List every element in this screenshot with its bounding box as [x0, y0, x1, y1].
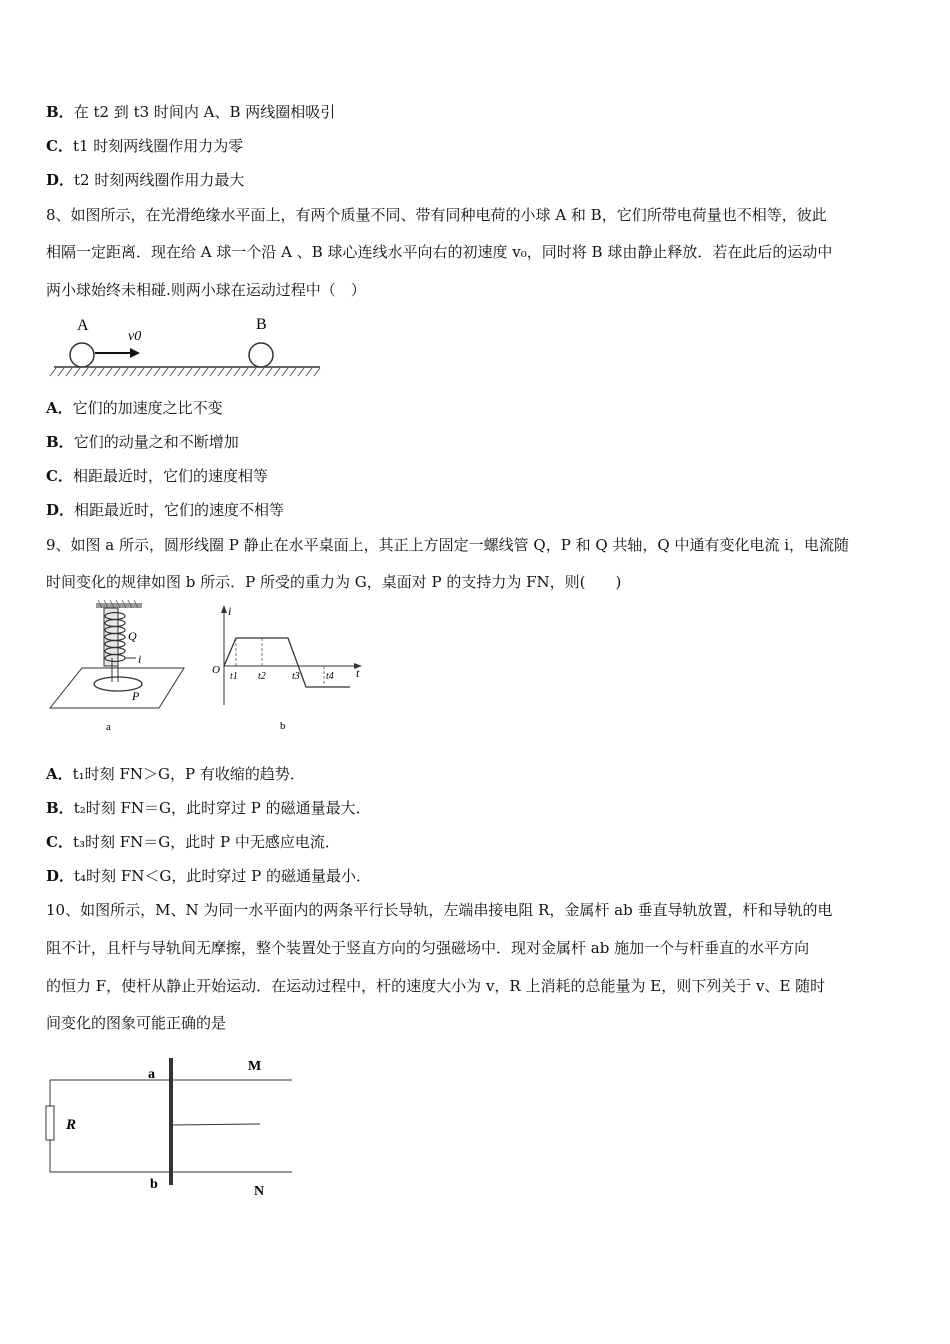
q7-option-d[interactable]: D．t2 时刻两线圈作用力最大 — [46, 171, 245, 189]
label-p: P — [132, 689, 140, 703]
label-axis-t: t — [356, 666, 360, 680]
q9-option-b[interactable]: B．t₂时刻 FN＝G，此时穿过 P 的磁通量最大． — [46, 799, 371, 817]
q10-stem-line-1: 10、如图所示，M、N 为同一水平面内的两条平行长导轨，左端串接电阻 R，金属杆 ab 垂直导轨放置，杆和导轨的电 — [46, 901, 833, 919]
q9-figure-b — [210, 605, 370, 735]
label-b: B — [256, 316, 267, 333]
label-v0: v0 — [128, 329, 142, 344]
q7-option-c[interactable]: C．t1 时刻两线圈作用力为零 — [46, 137, 244, 155]
resistor-r — [46, 1106, 54, 1140]
q8-stem-line-3: 两小球始终未相碰.则两小球在运动过程中（ ） — [46, 281, 366, 299]
q10-stem-line-3: 的恒力 F，使杆从静止开始运动．在运动过程中，杆的速度大小为 v，R 上消耗的总能量为 E，则下列关于 v、E 随时 — [46, 977, 826, 995]
q9-option-c[interactable]: C．t₃时刻 FN＝G，此时 P 中无感应电流． — [46, 833, 340, 851]
label-t4: t4 — [326, 671, 334, 682]
q9-stem-line-2: 时间变化的规律如图 b 所示．P 所受的重力为 G，桌面对 P 的支持力为 FN，则( ) — [46, 573, 622, 591]
q9-option-d[interactable]: D．t₄时刻 FN＜G，此时穿过 P 的磁通量最小． — [46, 867, 371, 885]
q8-figure — [50, 312, 325, 380]
label-b: b — [150, 1177, 158, 1192]
q9-stem-line-1: 9、如图 a 所示，圆形线圈 P 静止在水平桌面上，其正上方固定一螺线管 Q，P 和 Q 共轴，Q 中通有变化电流 i，电流随 — [46, 536, 850, 554]
q8-option-a[interactable]: A．它们的加速度之比不变 — [46, 399, 223, 417]
label-t2: t2 — [258, 671, 266, 682]
label-t3: t3 — [292, 671, 300, 682]
label-a: A — [77, 317, 89, 334]
label-n: N — [254, 1184, 265, 1199]
q8-option-c[interactable]: C．相距最近时，它们的速度相等 — [46, 467, 268, 485]
q9-option-a[interactable]: A．t₁时刻 FN＞G，P 有收缩的趋势． — [46, 765, 305, 783]
label-r: R — [66, 1117, 77, 1133]
label-t1: t1 — [230, 671, 238, 682]
caption-a: a — [106, 721, 111, 733]
label-a: a — [148, 1067, 155, 1082]
q10-stem-line-4: 间变化的图象可能正确的是 — [46, 1014, 227, 1032]
caption-b: b — [280, 720, 286, 732]
ball-b — [249, 343, 273, 367]
label-q: Q — [128, 629, 137, 643]
ball-a — [70, 343, 94, 367]
q8-option-d[interactable]: D．相距最近时，它们的速度不相等 — [46, 501, 285, 519]
label-m: M — [248, 1059, 262, 1074]
label-origin: O — [212, 664, 220, 676]
q8-stem-line-1: 8、如图所示，在光滑绝缘水平面上，有两个质量不同、带有同种电荷的小球 A 和 B，它们所带电荷量也不相等，彼此 — [46, 206, 827, 224]
label-i: i — [138, 652, 142, 666]
q9-figure-a — [44, 600, 189, 735]
q8-stem-line-2: 相隔一定距离．现在给 A 球一个沿 A 、B 球心连线水平向右的初速度 v₀，同时将 B 球由静止释放．若在此后的运动中 — [46, 243, 833, 261]
q10-figure — [40, 1050, 305, 1205]
q10-stem-line-2: 阻不计，且杆与导轨间无摩擦，整个装置处于竖直方向的匀强磁场中．现对金属杆 ab 施加一个与杆垂直的水平方向 — [46, 939, 810, 957]
label-axis-i: i — [228, 604, 232, 618]
q8-option-b[interactable]: B．它们的动量之和不断增加 — [46, 433, 239, 451]
q7-option-b[interactable]: B．在 t2 到 t3 时间内 A、B 两线圈相吸引 — [46, 103, 336, 121]
